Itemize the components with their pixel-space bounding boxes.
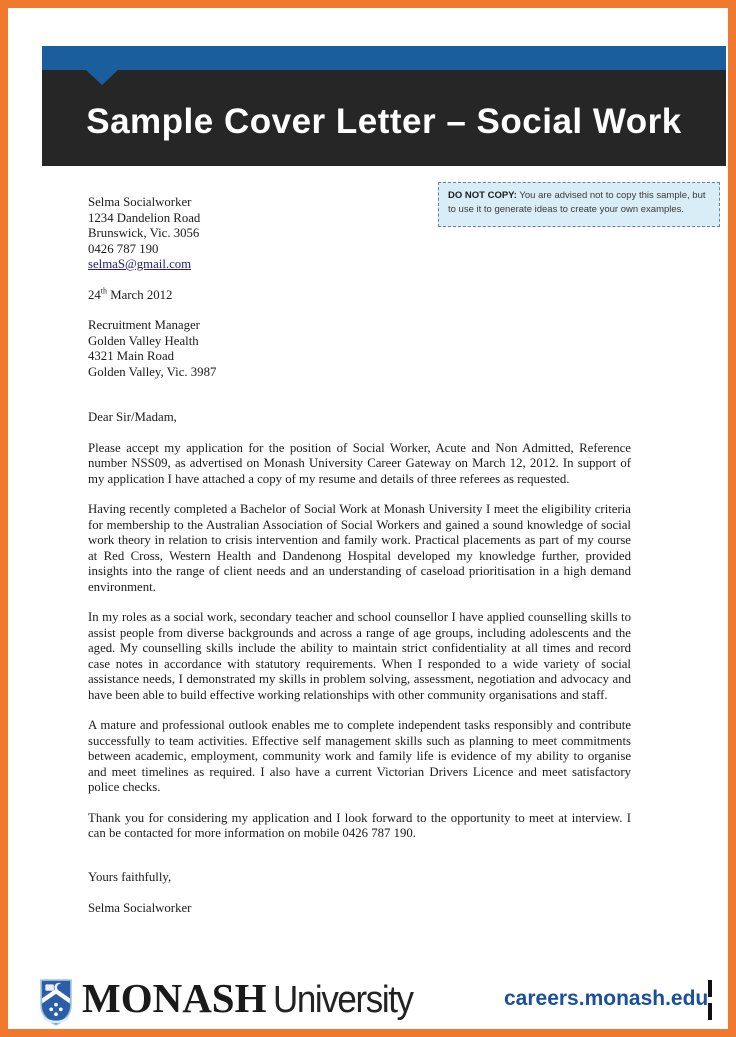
recipient-street: 4321 Main Road bbox=[88, 349, 175, 363]
date-rest: March 2012 bbox=[107, 287, 173, 302]
paragraph-2: Having recently completed a Bachelor of Social Work at Monash University I meet the eligibility criteria for membership to the Australian Association of Social Workers and gained a sound knowledge of social work theory in relation to crisis intervention and family work. Practical placements as part of my course at Red Cross, Western Health and Dandenong Hospital developed my knowledge further, provided insights into the range of client needs and an understanding of caseload prioritisation in a high demand environment. bbox=[88, 502, 631, 594]
sender-address-block bbox=[88, 195, 631, 273]
sender-name: Selma Socialworker bbox=[88, 195, 192, 209]
paragraph-1: Please accept my application for the position of Social Worker, Acute and Non Admitted, Reference number NSS09, as advertised on Monash University Career Gateway on March 12, 2012. In support of my application I have attached a copy of my resume and details of three referees as requested. bbox=[88, 440, 631, 486]
letter-body bbox=[88, 195, 631, 932]
date-line bbox=[88, 288, 631, 304]
header-blue-bar bbox=[42, 46, 726, 70]
recipient-org: Golden Valley Health bbox=[88, 333, 199, 348]
closing-line: Yours faithfully, bbox=[88, 869, 172, 884]
notice-prefix: DO NOT COPY: bbox=[448, 190, 517, 201]
brand-monash: MONASH bbox=[82, 975, 267, 1021]
date-day: 24 bbox=[88, 287, 101, 302]
sender-street: 1234 Dandelion Road bbox=[88, 210, 201, 225]
date-ordinal: th bbox=[100, 286, 108, 296]
recipient-title: Recruitment Manager bbox=[88, 318, 200, 332]
recipient-address-block bbox=[88, 318, 631, 380]
ribbon-triangle-icon bbox=[86, 70, 118, 85]
sender-phone: 0426 787 190 bbox=[88, 241, 159, 256]
brand-university: University bbox=[272, 979, 413, 1021]
recipient-city: Golden Valley, Vic. 3987 bbox=[88, 364, 217, 379]
salutation: Dear Sir/Madam, bbox=[88, 410, 177, 424]
page-title: Sample Cover Letter – Social Work bbox=[86, 102, 682, 141]
footer-brand bbox=[82, 974, 424, 1026]
letter-page bbox=[8, 8, 728, 1029]
paragraph-4: A mature and professional outlook enables me to complete independent tasks responsibly and contribute successfully to team activities. Effective self management skills such as planning to meet commitments between academic, employment, community work and family life is evidence of my ability to organise and meet timelines as required. I also have a current Victorian Drivers Licence and meet satisfactory police checks. bbox=[88, 718, 631, 794]
paragraph-3: In my roles as a social work, secondary teacher and school counsellor I have applied counselling skills to assist people from diverse backgrounds and across a range of age groups, including adolescents and the aged. My counselling skills include the ability to maintain strict confidentiality at all times and record case notes in accordance with statutory requirements. When I responded to a wide variety of social assistance needs, I demonstrated my skills in problem solving, assessment, negotiation and advocacy and have been able to build effective working relationships with other community organisations and staff. bbox=[88, 610, 631, 702]
notice-text: You are advised not to copy this sample, but to use it to generate ideas to create your own examples. bbox=[448, 190, 706, 215]
paragraph-5: Thank you for considering my application and I look forward to the opportunity to meet at interview. I can be contacted for more information on mobile 0426 787 190. bbox=[88, 810, 631, 840]
careers-link[interactable]: careers.monash.edu bbox=[504, 987, 709, 1010]
header-band bbox=[42, 70, 726, 166]
sender-email-link[interactable]: selmaS@gmail.com bbox=[88, 257, 192, 271]
sender-city: Brunswick, Vic. 3056 bbox=[88, 226, 200, 240]
footer-dash-decoration bbox=[708, 980, 712, 1026]
signature-name: Selma Socialworker bbox=[88, 901, 192, 915]
monash-shield-icon bbox=[40, 979, 72, 1027]
